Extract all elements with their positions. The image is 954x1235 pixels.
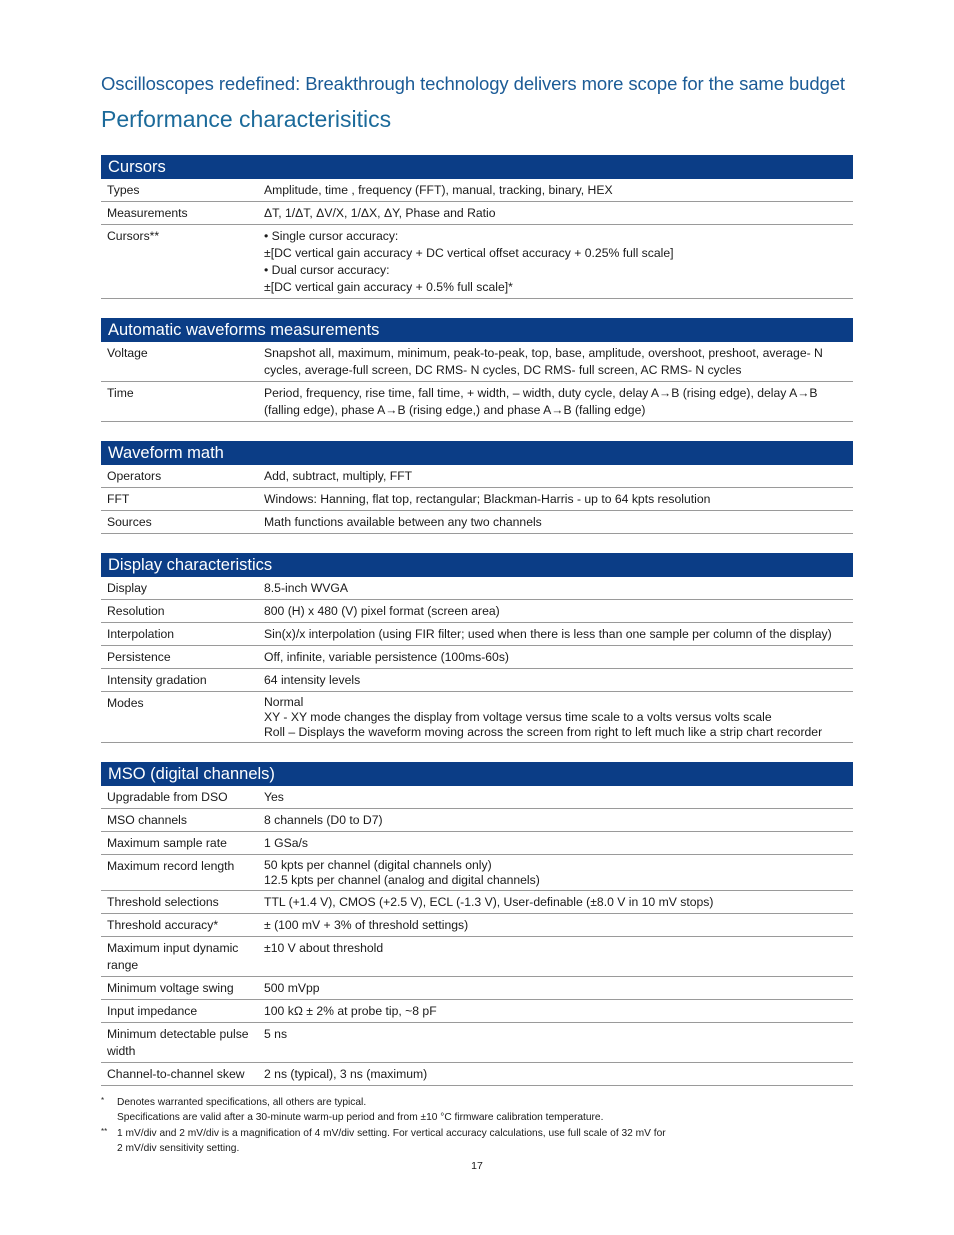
table-row xyxy=(101,646,853,669)
row-value xyxy=(264,385,853,419)
footnotes xyxy=(101,1095,853,1157)
table-row xyxy=(101,692,853,743)
row-label: Sources xyxy=(107,515,152,529)
table-row xyxy=(101,809,853,832)
table-row xyxy=(101,1000,853,1023)
value-line: 50 kpts per channel (digital channels only) xyxy=(264,858,492,872)
row-label: Maximum sample rate xyxy=(107,836,227,850)
table-row xyxy=(101,382,853,422)
row-label: Display xyxy=(107,581,147,595)
row-value xyxy=(264,182,853,199)
spec-section xyxy=(101,553,853,743)
row-value xyxy=(264,789,853,806)
spec-tables xyxy=(101,155,853,1105)
table-row xyxy=(101,342,853,382)
document-subtitle: Oscilloscopes redefined: Breakthrough technology delivers more scope for the same budget xyxy=(101,73,845,94)
value-line: 8 channels (D0 to D7) xyxy=(264,813,383,827)
value-line: ± (100 mV + 3% of threshold settings) xyxy=(264,918,469,932)
row-value xyxy=(264,835,853,852)
table-row xyxy=(101,977,853,1000)
value-line: Period, frequency, rise time, fall time, + width, – width, duty cycle, delay A→B (rising edge), delay A→B (falling edge), phase A→B (rising edge,) and phase A→B (falling edge) xyxy=(264,386,821,417)
row-label: Resolution xyxy=(107,604,165,618)
footnote-line: 1 mV/div and 2 mV/div is a magnification of 4 mV/div setting. For vertical accuracy calculations, use full scale of 32 mV for xyxy=(117,1128,666,1139)
footnote-line: Denotes warranted specifications, all others are typical. xyxy=(117,1097,367,1108)
value-line: Normal xyxy=(264,695,304,709)
row-value xyxy=(264,858,853,888)
footnote-line: Specifications are valid after a 30-minute warm-up period and from ±10 °C firmware calibration temperature. xyxy=(117,1112,604,1123)
row-value xyxy=(264,812,853,829)
value-line: XY - XY mode changes the display from voltage versus time scale to a volts versus volts scale xyxy=(264,710,772,724)
row-label: Input impedance xyxy=(107,1004,198,1018)
section-header: MSO (digital channels) xyxy=(101,762,853,786)
value-line: ±[DC vertical gain accuracy + 0.5% full scale]* xyxy=(264,280,513,294)
spec-section xyxy=(101,762,853,1086)
row-label: Minimum voltage swing xyxy=(107,981,234,995)
table-row xyxy=(101,855,853,891)
footnote xyxy=(101,1095,853,1125)
row-label: Minimum detectable pulse width xyxy=(107,1027,249,1058)
table-row xyxy=(101,511,853,534)
table-row xyxy=(101,914,853,937)
row-label: MSO channels xyxy=(107,813,187,827)
row-value xyxy=(264,580,853,597)
table-row xyxy=(101,225,853,299)
row-label: Operators xyxy=(107,469,162,483)
row-label: Maximum record length xyxy=(107,859,235,873)
table-row xyxy=(101,600,853,623)
row-label: Threshold accuracy* xyxy=(107,918,219,932)
table-row xyxy=(101,786,853,809)
value-line: TTL (+1.4 V), CMOS (+2.5 V), ECL (-1.3 V), User-definable (±8.0 V in 10 mV stops) xyxy=(264,895,714,909)
value-line: 5 ns xyxy=(264,1027,288,1041)
value-line: Sin(x)/x interpolation (using FIR filter; used when there is less than one sample per column of the display) xyxy=(264,627,832,641)
section-header: Waveform math xyxy=(101,441,853,465)
row-value xyxy=(264,1066,853,1083)
value-line: Amplitude, time , frequency (FFT), manual, tracking, binary, HEX xyxy=(264,183,613,197)
table-row xyxy=(101,179,853,202)
table-row xyxy=(101,669,853,692)
row-value xyxy=(264,894,853,911)
row-value xyxy=(264,1026,853,1060)
row-label: Cursors** xyxy=(107,229,160,243)
row-label: Interpolation xyxy=(107,627,175,641)
table-row xyxy=(101,891,853,914)
value-line: 12.5 kpts per channel (analog and digital channels) xyxy=(264,873,540,887)
row-value xyxy=(264,940,853,974)
section-header: Automatic waveforms measurements xyxy=(101,318,853,342)
row-value xyxy=(264,345,853,379)
value-line: ±10 V about threshold xyxy=(264,941,384,955)
row-value xyxy=(264,205,853,222)
value-line: Off, infinite, variable persistence (100ms-60s) xyxy=(264,650,509,664)
row-label: Modes xyxy=(107,696,144,710)
row-value xyxy=(264,626,853,643)
row-label: Measurements xyxy=(107,206,188,220)
row-value xyxy=(264,468,853,485)
row-value xyxy=(264,603,853,620)
page-title: Performance characterisitics xyxy=(101,106,392,132)
section-header: Display characteristics xyxy=(101,553,853,577)
value-line: 500 mVpp xyxy=(264,981,320,995)
page-number: 17 xyxy=(471,1160,483,1172)
value-line: ±[DC vertical gain accuracy + DC vertical offset accuracy + 0.25% full scale] xyxy=(264,246,674,260)
value-line: Math functions available between any two channels xyxy=(264,515,542,529)
value-line: 1 GSa/s xyxy=(264,836,309,850)
row-value xyxy=(264,228,853,296)
table-row xyxy=(101,832,853,855)
value-line: ΔT, 1/ΔT, ΔV/X, 1/ΔX, ΔY, Phase and Ratio xyxy=(264,206,496,220)
value-line: • Dual cursor accuracy: xyxy=(264,263,390,277)
footnote-text xyxy=(117,1095,603,1125)
table-row xyxy=(101,202,853,225)
value-line: 64 intensity levels xyxy=(264,673,361,687)
row-label: Voltage xyxy=(107,346,148,360)
row-label: Upgradable from DSO xyxy=(107,790,228,804)
value-line: 800 (H) x 480 (V) pixel format (screen area) xyxy=(264,604,500,618)
row-value xyxy=(264,672,853,689)
row-label: FFT xyxy=(107,492,130,506)
spec-section xyxy=(101,441,853,534)
value-line: • Single cursor accuracy: xyxy=(264,229,399,243)
row-label: Channel-to-channel skew xyxy=(107,1067,245,1081)
value-line: 8.5-inch WVGA xyxy=(264,581,348,595)
footnote-text xyxy=(117,1126,666,1156)
row-value xyxy=(264,917,853,934)
table-row xyxy=(101,488,853,511)
row-label: Time xyxy=(107,386,134,400)
value-line: Yes xyxy=(264,790,284,804)
value-line: Snapshot all, maximum, minimum, peak-to-peak, top, base, amplitude, overshoot, preshoot, average- N cycles, average-full screen, DC RMS- N cycles, DC RMS- full screen, AC RMS- N cycles xyxy=(264,346,827,377)
spec-section xyxy=(101,318,853,422)
row-label: Persistence xyxy=(107,650,171,664)
row-value xyxy=(264,491,853,508)
table-row xyxy=(101,1023,853,1063)
section-header: Cursors xyxy=(101,155,853,179)
row-value xyxy=(264,695,853,740)
row-label: Types xyxy=(107,183,140,197)
footnote-marker: ** xyxy=(101,1127,108,1136)
value-line: Add, subtract, multiply, FFT xyxy=(264,469,413,483)
row-value xyxy=(264,514,853,531)
table-row xyxy=(101,623,853,646)
value-line: Roll – Displays the waveform moving across the screen from right to left much like a strip chart recorder xyxy=(264,725,823,739)
row-value xyxy=(264,649,853,666)
table-row xyxy=(101,465,853,488)
row-label: Intensity gradation xyxy=(107,673,207,687)
table-row xyxy=(101,1063,853,1086)
footnote xyxy=(101,1126,853,1156)
table-row xyxy=(101,937,853,977)
spec-section xyxy=(101,155,853,299)
value-line: Windows: Hanning, flat top, rectangular; Blackman-Harris - up to 64 kpts resolution xyxy=(264,492,711,506)
row-value xyxy=(264,980,853,997)
row-label: Maximum input dynamic range xyxy=(107,941,239,972)
value-line: 100 kΩ ± 2% at probe tip, ~8 pF xyxy=(264,1004,437,1018)
row-value xyxy=(264,1003,853,1020)
row-label: Threshold selections xyxy=(107,895,219,909)
value-line: 2 ns (typical), 3 ns (maximum) xyxy=(264,1067,428,1081)
footnote-line: 2 mV/div sensitivity setting. xyxy=(117,1143,240,1154)
table-row xyxy=(101,577,853,600)
footnote-marker: * xyxy=(101,1096,105,1105)
